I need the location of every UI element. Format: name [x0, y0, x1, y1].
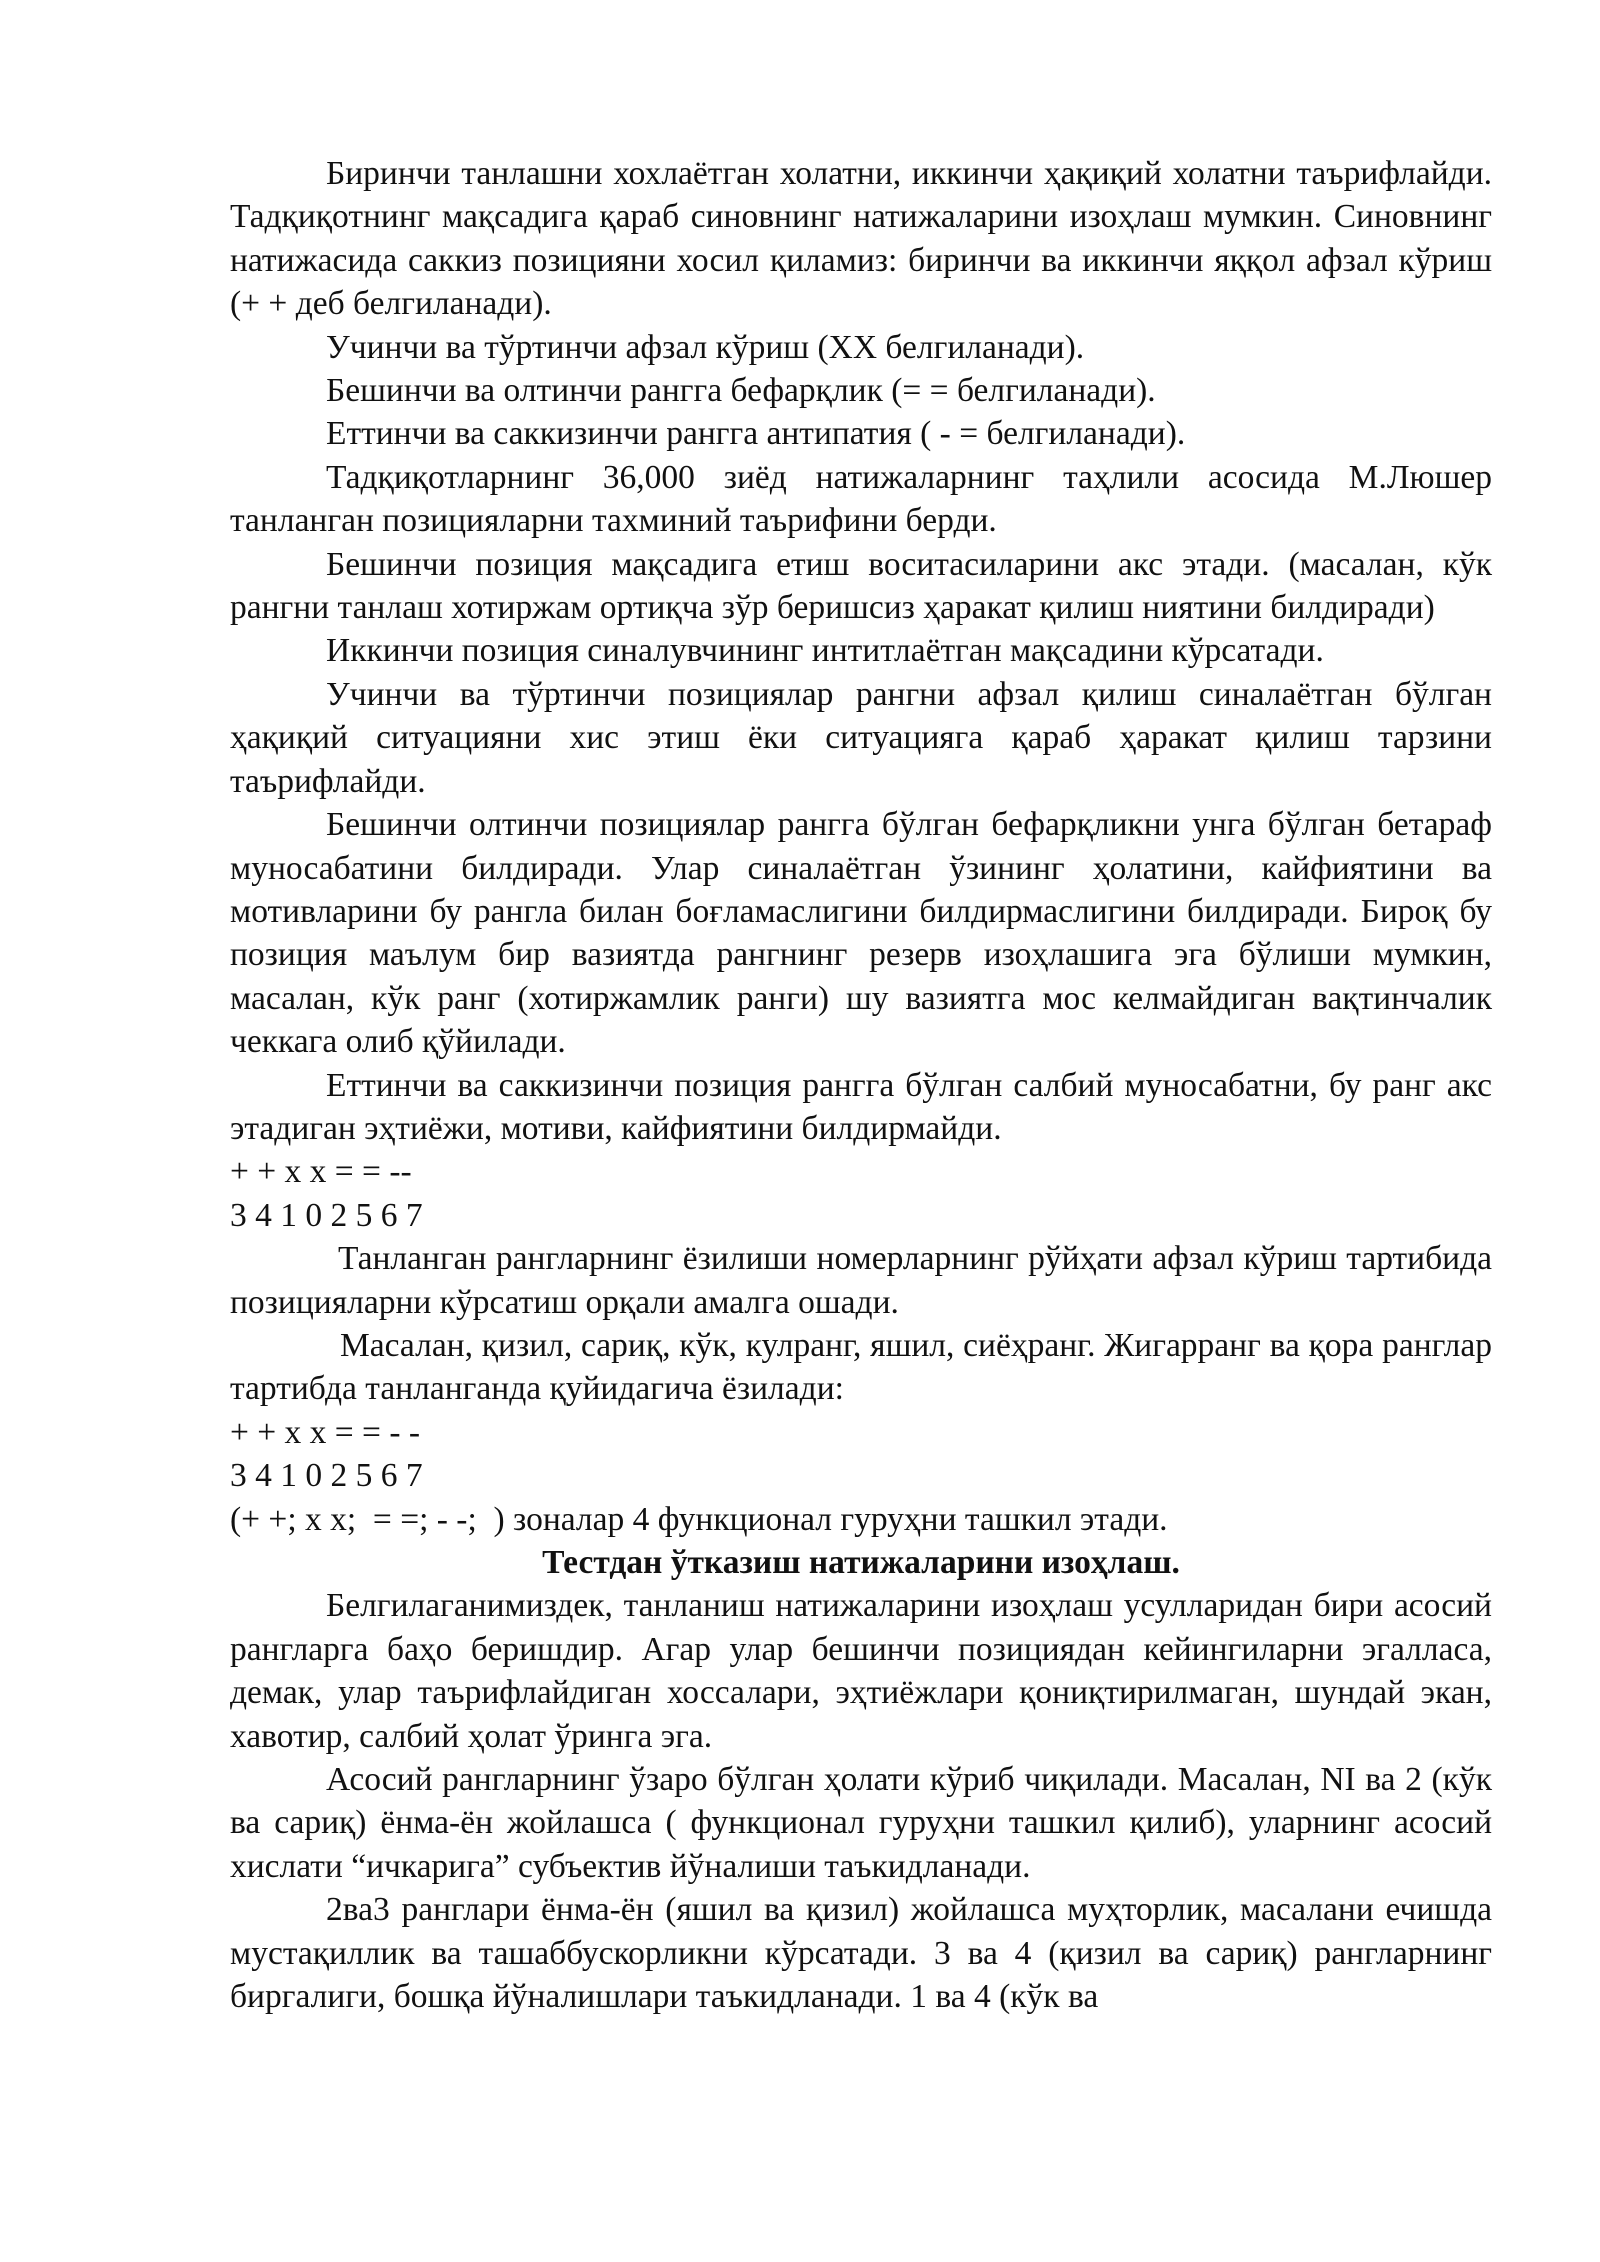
section-heading: Тестдан ўтказиш натижаларини изоҳлаш. — [542, 1544, 1180, 1581]
paragraph: Иккинчи позиция синалувчининг интитлаётган мақсадини кўрсатади. — [326, 632, 1324, 670]
paragraph: Бешинчи олтинчи позициялар рангга бўлган бефарқликни унга бўлган бетараф муносабатини билдиради. Улар синалаётган ўзининг ҳолатини, кайфиятини ва мотивларини бу рангла билан боғламаслигини билдирмаслигини билдиради. Бироқ бу позиция маълум бир вазиятда рангнинг резерв изоҳлашига эга бўлиши мумкин, масалан, кўк ранг (хотиржамлик ранги) шу вазиятга мос келмайдиган вақтинчалик чеккага олиб қўйилади. — [230, 806, 1492, 1061]
paragraph: Бешинчи позиция мақсадига етиш воситасиларини акс этади. (масалан, кўк рангни танлаш хотиржам ортиқча зўр беришсиз ҳаракат қилиш ниятини билдиради) — [230, 545, 1492, 627]
zones-line: (+ +; х х; = =; - -; ) зоналар 4 функционал гуруҳни ташкил этади. — [230, 1500, 1168, 1538]
paragraph: Асосий рангларнинг ўзаро бўлган ҳолати кўриб чиқилади. Масалан, NI ва 2 (кўк ва сариқ) ёнма-ён жойлашса ( функционал гуруҳни ташкил қилиб), уларнинг асосий хислати “ичкарига” субъектив йўналиши таъкидланади. — [230, 1761, 1492, 1885]
sign-sequence: + + х х = = - - — [230, 1413, 421, 1451]
paragraph: Танланган рангларнинг ёзилиши номерларнинг рўйҳати афзал кўриш тартибида позицияларни кўрсатиш орқали амалга ошади. — [230, 1240, 1492, 1321]
paragraph: Учинчи ва тўртинчи афзал кўриш (ХХ белгиланади). — [326, 328, 1085, 366]
number-sequence: 3 4 1 0 2 5 6 7 — [230, 1457, 423, 1495]
paragraph: Бешинчи ва олтинчи рангга бефарқлик (= = белгиланади). — [326, 372, 1156, 410]
number-sequence: 3 4 1 0 2 5 6 7 — [230, 1196, 423, 1234]
paragraph: Тадқиқотларнинг 36,000 зиёд натижаларнинг таҳлили асосида М.Люшер танланган позицияларни тахминий таърифини берди. — [230, 458, 1492, 540]
document-page — [230, 152, 1492, 2018]
paragraph: 2ва3 ранглари ёнма-ён (яшил ва қизил) жойлашса муҳторлик, масалани ечишда мустақиллик ва ташаббускорликни кўрсатади. 3 ва 4 (қизил ва сариқ) рангларнинг биргалиги, бошқа йўналишлари таъкидланади. 1 ва 4 (кўк ва — [230, 1891, 1492, 2016]
paragraph: Биринчи танлашни хохлаётган холатни, иккинчи ҳақиқий холатни таърифлайди. Тадқиқотнинг мақсадига қараб синовнинг натижаларини изоҳлаш мумкин. Синовнинг натижасида саккиз позицияни хосил қиламиз: биринчи ва иккинчи яққол афзал кўриш (+ + деб белгиланади). — [230, 155, 1492, 323]
sign-sequence: + + х х = = -- — [230, 1153, 412, 1191]
paragraph: Масалан, қизил, сариқ, кўк, кулранг, яшил, сиёҳранг. Жигарранг ва қора ранглар тартибда танланганда қуйидагича ёзилади: — [230, 1326, 1492, 1408]
paragraph: Учинчи ва тўртинчи позициялар рангни афзал қилиш синалаётган бўлган ҳақиқий ситуацияни хис этиш ёки ситуацияга қараб ҳаракат қилиш тарзини таърифлайди. — [230, 675, 1492, 800]
paragraph: Белгилаганимиздек, танланиш натижаларини изоҳлаш усулларидан бири асосий рангларга баҳо беришдир. Агар улар бешинчи позициядан кейингиларни эгалласа, демак, улар таърифлайдиган хоссалари, эҳтиёжлари қониқтирилмаган, шундай экан, хавотир, салбий ҳолат ўринга эга. — [230, 1587, 1492, 1755]
paragraph: Еттинчи ва саккизинчи рангга антипатия ( - = белгиланади). — [326, 415, 1186, 453]
paragraph: Еттинчи ва саккизинчи позиция рангга бўлган салбий муносабатни, бу ранг акс этадиган эҳтиёжи, мотиви, кайфиятини билдирмайди. — [230, 1066, 1492, 1147]
